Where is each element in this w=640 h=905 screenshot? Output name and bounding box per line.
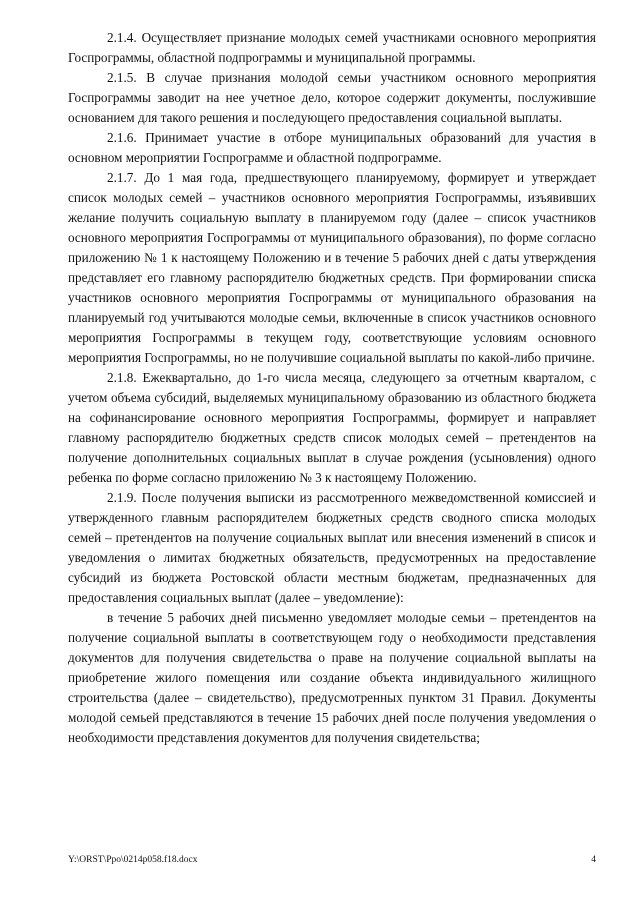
paragraph-2-1-6: 2.1.6. Принимает участие в отборе муниципальных образований для участия в основном мероприятии Госпрограмме и областной подпрограмме.	[68, 130, 596, 165]
paragraph-2-1-7: 2.1.7. До 1 мая года, предшествующего планируемому, формирует и утверждает список молодых семей – участников основного мероприятия Госпрограммы, изъявивших желание получить социальную выплату в планируемом году (далее – список участников основного мероприятия Госпрограммы от муниципального образования), по форме согласно приложению № 1 к настоящему Положению и в течение 5 рабочих дней с даты утверждения представляет его главному распорядителю бюджетных средств. При формировании списка участников основного мероприятия Госпрограммы от муниципального образования на планируемый год учитываются молодые семьи, включенные в список участников основного мероприятия Госпрограммы в текущем году, соответствующие условиям основного мероприятия Госпрограммы, но не получившие социальной выплаты по какой-либо причине.	[68, 170, 596, 365]
page-number: 4	[591, 855, 596, 865]
document-body	[68, 28, 596, 748]
paragraph-2-1-8: 2.1.8. Ежеквартально, до 1-го числа месяца, следующего за отчетным кварталом, с учетом объема субсидий, выделяемых муниципальному образованию из областного бюджета на софинансирование основного мероприятия Госпрограммы, формирует и направляет главному распорядителю бюджетных средств список молодых семей – претендентов на получение дополнительных социальных выплат в случае рождения (усыновления) одного ребенка по форме согласно приложению № 3 к настоящему Положению.	[68, 370, 596, 485]
footer-file-path: Y:\ORST\Ppo\0214p058.f18.docx	[68, 855, 198, 865]
paragraph-2-1-5: 2.1.5. В случае признания молодой семьи участником основного мероприятия Госпрограммы заводит на нее учетное дело, которое содержит документы, послужившие основанием для такого решения и последующего предоставления социальной выплаты.	[68, 70, 596, 125]
paragraph-2-1-4: 2.1.4. Осуществляет признание молодых семей участниками основного мероприятия Госпрограммы, областной подпрограммы и муниципальной программы.	[68, 30, 596, 65]
page-footer	[68, 855, 596, 865]
paragraph-2-1-9: 2.1.9. После получения выписки из рассмотренного межведомственной комиссией и утвержденного главным распорядителем бюджетных средств сводного списка молодых семей – претендентов на получение социальных выплат или внесения изменений в список и уведомления о лимитах бюджетных обязательств, предусмотренных на предоставление субсидий из бюджета Ростовской области местным бюджетам, предназначенных для предоставления социальных выплат (далее – уведомление):	[68, 490, 596, 605]
paragraph-notification: в течение 5 рабочих дней письменно уведомляет молодые семьи – претендентов на получение социальной выплаты в соответствующем году о необходимости представления документов для получения свидетельства о праве на получение социальной выплаты на приобретение жилого помещения или создание объекта индивидуального жилищного строительства (далее – свидетельство), предусмотренных пунктом 31 Правил. Документы молодой семьей представляются в течение 15 рабочих дней после получения уведомления о необходимости представления документов для получения свидетельства;	[68, 610, 596, 745]
